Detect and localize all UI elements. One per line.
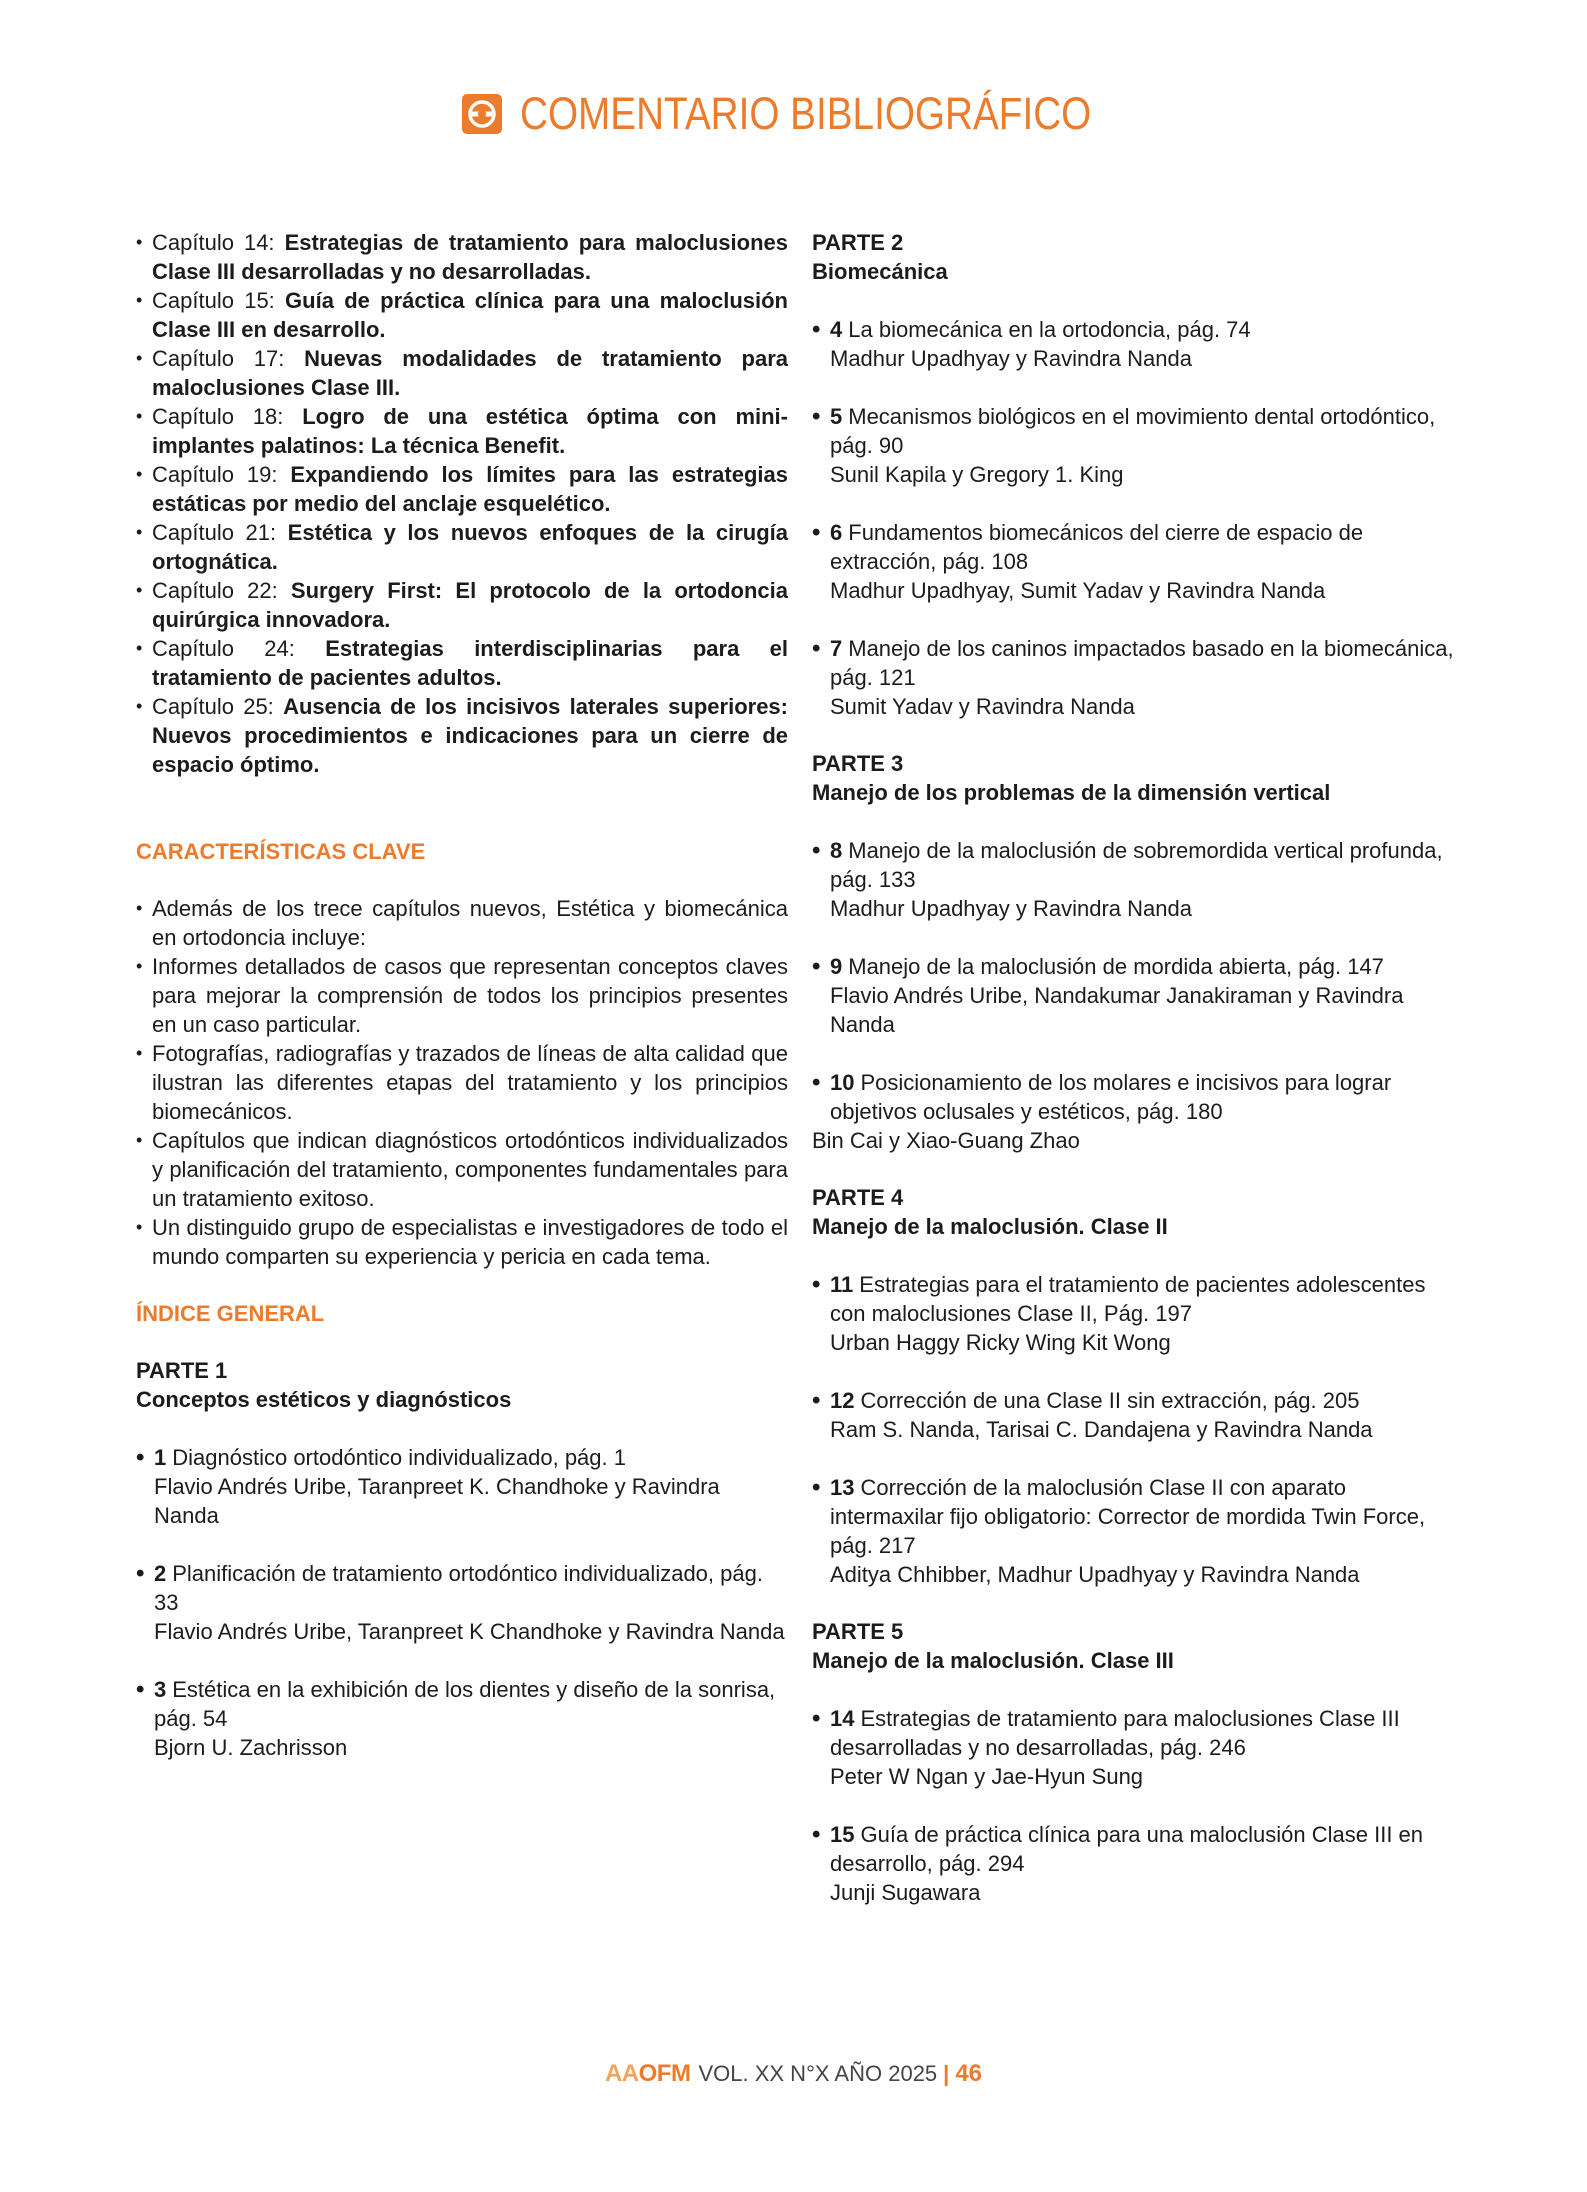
- footer-separator: |: [943, 2061, 950, 2086]
- list-item: • Capítulo 25: Ausencia de los incisivos laterales superiores: Nuevos procedimientos e indicaciones para un cierre de espacio óptimo.: [136, 692, 788, 779]
- key-features-section: [136, 837, 788, 1271]
- key-features-list: [136, 894, 788, 1271]
- part-title: Manejo de la maloclusión. Clase III: [812, 1648, 1174, 1673]
- entry-text: Diagnóstico ortodóntico individualizado, pág. 1: [172, 1445, 626, 1470]
- entry-text: Corrección de la maloclusión Clase II con aparato intermaxilar fijo obligatorio: Corrector de mordida Twin Force, pág. 217: [830, 1475, 1426, 1558]
- list-item: • Capítulo 17: Nuevas modalidades de tratamiento para maloclusiones Clase III.: [136, 344, 788, 402]
- chapter-list: [136, 228, 788, 779]
- entry-number: 5: [830, 404, 843, 429]
- entry-authors: Flavio Andrés Uribe, Taranpreet K. Chandhoke y Ravindra Nanda: [154, 1474, 720, 1528]
- list-item: • Capítulo 19: Expandiendo los límites para las estrategias estáticas por medio del anclaje esquelético.: [136, 460, 788, 518]
- list-item: • Informes detallados de casos que representan conceptos claves para mejorar la comprensión de todos los principios presentes en un caso particular.: [136, 952, 788, 1039]
- part-label: PARTE 4: [812, 1185, 904, 1210]
- part-title: Conceptos estéticos y diagnósticos: [136, 1387, 512, 1412]
- part-title: Manejo de los problemas de la dimensión vertical: [812, 780, 1331, 805]
- entry-number: 10: [830, 1070, 855, 1095]
- entry-text: Fundamentos biomecánicos del cierre de espacio de extracción, pág. 108: [830, 520, 1364, 574]
- index-entry: [812, 518, 1462, 605]
- part-label: PARTE 3: [812, 751, 904, 776]
- entry-authors: Madhur Upadhyay y Ravindra Nanda: [830, 346, 1192, 371]
- index-entry: [812, 402, 1462, 489]
- part-title: Manejo de la maloclusión. Clase II: [812, 1214, 1168, 1239]
- list-item: • Capítulo 14: Estrategias de tratamiento para maloclusiones Clase III desarrolladas y no desarrolladas.: [136, 228, 788, 286]
- entry-authors: Peter W Ngan y Jae-Hyun Sung: [830, 1764, 1144, 1789]
- entry-authors: Flavio Andrés Uribe, Nandakumar Janakiraman y Ravindra Nanda: [830, 983, 1404, 1037]
- entry-authors: Sumit Yadav y Ravindra Nanda: [830, 694, 1135, 719]
- list-item: • Capítulo 15: Guía de práctica clínica para una maloclusión Clase III en desarrollo.: [136, 286, 788, 344]
- part-label: PARTE 5: [812, 1619, 904, 1644]
- entry-number: 3: [154, 1677, 167, 1702]
- list-item: • Capítulo 18: Logro de una estética óptima con mini-implantes palatinos: La técnica Benefit.: [136, 402, 788, 460]
- list-item: • Capítulo 22: Surgery First: El protocolo de la ortodoncia quirúrgica innovadora.: [136, 576, 788, 634]
- index-entry: [812, 315, 1462, 373]
- entry-authors: Flavio Andrés Uribe, Taranpreet K Chandhoke y Ravindra Nanda: [154, 1619, 785, 1644]
- right-column: [812, 228, 1462, 1907]
- page-footer: [0, 2060, 1587, 2088]
- entry-number: 12: [830, 1388, 855, 1413]
- page-header: [0, 88, 1587, 140]
- entry-authors: Madhur Upadhyay y Ravindra Nanda: [830, 896, 1192, 921]
- part-title: Biomecánica: [812, 259, 948, 284]
- index-entry: [136, 1443, 788, 1530]
- part-label: PARTE 1: [136, 1358, 228, 1383]
- entry-text: La biomecánica en la ortodoncia, pág. 74: [848, 317, 1251, 342]
- entry-text: Manejo de la maloclusión de mordida abierta, pág. 147: [848, 954, 1384, 979]
- part-1: [136, 1356, 788, 1762]
- entry-text: Mecanismos biológicos en el movimiento dental ortodóntico, pág. 90: [830, 404, 1436, 458]
- index-entry: [812, 836, 1462, 923]
- entry-text: Manejo de los caninos impactados basado en la biomecánica, pág. 121: [830, 636, 1454, 690]
- index-entry: [812, 952, 1462, 1039]
- page-title: COMENTARIO BIBLIOGRÁFICO: [520, 88, 1092, 139]
- index-heading: ÍNDICE GENERAL: [136, 1301, 325, 1326]
- index-entry: [136, 1675, 788, 1762]
- journal-logo: AAOFM: [604, 2060, 691, 2087]
- entry-authors: Madhur Upadhyay, Sumit Yadav y Ravindra Nanda: [830, 578, 1326, 603]
- part-2: [812, 228, 1462, 721]
- entry-number: 6: [830, 520, 843, 545]
- part-3: [812, 749, 1462, 1155]
- list-item: • Capítulo 21: Estética y los nuevos enfoques de la cirugía ortognática.: [136, 518, 788, 576]
- entry-number: 13: [830, 1475, 855, 1500]
- circle-target-icon: [462, 94, 502, 134]
- entry-authors: Urban Haggy Ricky Wing Kit Wong: [830, 1330, 1171, 1355]
- list-item: • Un distinguido grupo de especialistas e investigadores de todo el mundo comparten su experiencia y pericia en cada tema.: [136, 1213, 788, 1271]
- index-entry: [812, 634, 1462, 721]
- entry-text: Corrección de una Clase II sin extracción, pág. 205: [860, 1388, 1360, 1413]
- index-entry: [136, 1559, 788, 1646]
- entry-text: Posicionamiento de los molares e incisivos para lograr objetivos oclusales y estéticos, pág. 180: [830, 1070, 1392, 1124]
- entry-number: 7: [830, 636, 843, 661]
- part-4: [812, 1183, 1462, 1589]
- entry-number: 1: [154, 1445, 167, 1470]
- entry-number: 2: [154, 1561, 167, 1586]
- entry-authors: Sunil Kapila y Gregory 1. King: [830, 462, 1124, 487]
- entry-authors: Bjorn U. Zachrisson: [154, 1735, 348, 1760]
- list-item: • Fotografías, radiografías y trazados de líneas de alta calidad que ilustran las diferentes etapas del tratamiento y los principios biomecánicos.: [136, 1039, 788, 1126]
- entry-number: 4: [830, 317, 843, 342]
- entry-number: 11: [830, 1272, 854, 1297]
- index-entry: [812, 1820, 1462, 1907]
- list-item: • Capítulo 24: Estrategias interdisciplinarias para el tratamiento de pacientes adultos.: [136, 634, 788, 692]
- index-entry: [812, 1270, 1462, 1357]
- part-5: [812, 1617, 1462, 1907]
- entry-text: Estrategias para el tratamiento de pacientes adolescentes con maloclusiones Clase II, Pág. 197: [830, 1272, 1426, 1326]
- entry-text: Manejo de la maloclusión de sobremordida vertical profunda, pág. 133: [830, 838, 1443, 892]
- key-features-heading: CARACTERÍSTICAS CLAVE: [136, 839, 426, 864]
- entry-text: Estética en la exhibición de los dientes y diseño de la sonrisa, pág. 54: [154, 1677, 776, 1731]
- entry-text: Planificación de tratamiento ortodóntico individualizado, pág. 33: [154, 1561, 763, 1615]
- entry-number: 14: [830, 1706, 855, 1731]
- index-section: [136, 1299, 788, 1762]
- page-number: 46: [955, 2060, 983, 2087]
- index-entry: [812, 1068, 1462, 1155]
- left-column: [136, 228, 788, 1762]
- index-entry: [812, 1704, 1462, 1791]
- index-entry: [812, 1386, 1462, 1444]
- part-label: PARTE 2: [812, 230, 904, 255]
- entry-authors: Junji Sugawara: [830, 1880, 981, 1905]
- entry-number: 9: [830, 954, 843, 979]
- entry-authors: Aditya Chhibber, Madhur Upadhyay y Ravindra Nanda: [830, 1562, 1360, 1587]
- list-item: • Capítulos que indican diagnósticos ortodónticos individualizados y planificación del tratamiento, componentes fundamentales para un tratamiento exitoso.: [136, 1126, 788, 1213]
- volume-info: VOL. XX N°X AÑO 2025: [698, 2061, 938, 2086]
- entry-number: 8: [830, 838, 843, 863]
- entry-authors: Bin Cai y Xiao-Guang Zhao: [812, 1128, 1080, 1153]
- entry-number: 15: [830, 1822, 855, 1847]
- list-item: • Además de los trece capítulos nuevos, Estética y biomecánica en ortodoncia incluye:: [136, 894, 788, 952]
- entry-text: Guía de práctica clínica para una maloclusión Clase III en desarrollo, pág. 294: [830, 1822, 1424, 1876]
- index-entry: [812, 1473, 1462, 1589]
- entry-text: Estrategias de tratamiento para maloclusiones Clase III desarrolladas y no desarrolladas, pág. 246: [830, 1706, 1400, 1760]
- entry-authors: Ram S. Nanda, Tarisai C. Dandajena y Ravindra Nanda: [830, 1417, 1373, 1442]
